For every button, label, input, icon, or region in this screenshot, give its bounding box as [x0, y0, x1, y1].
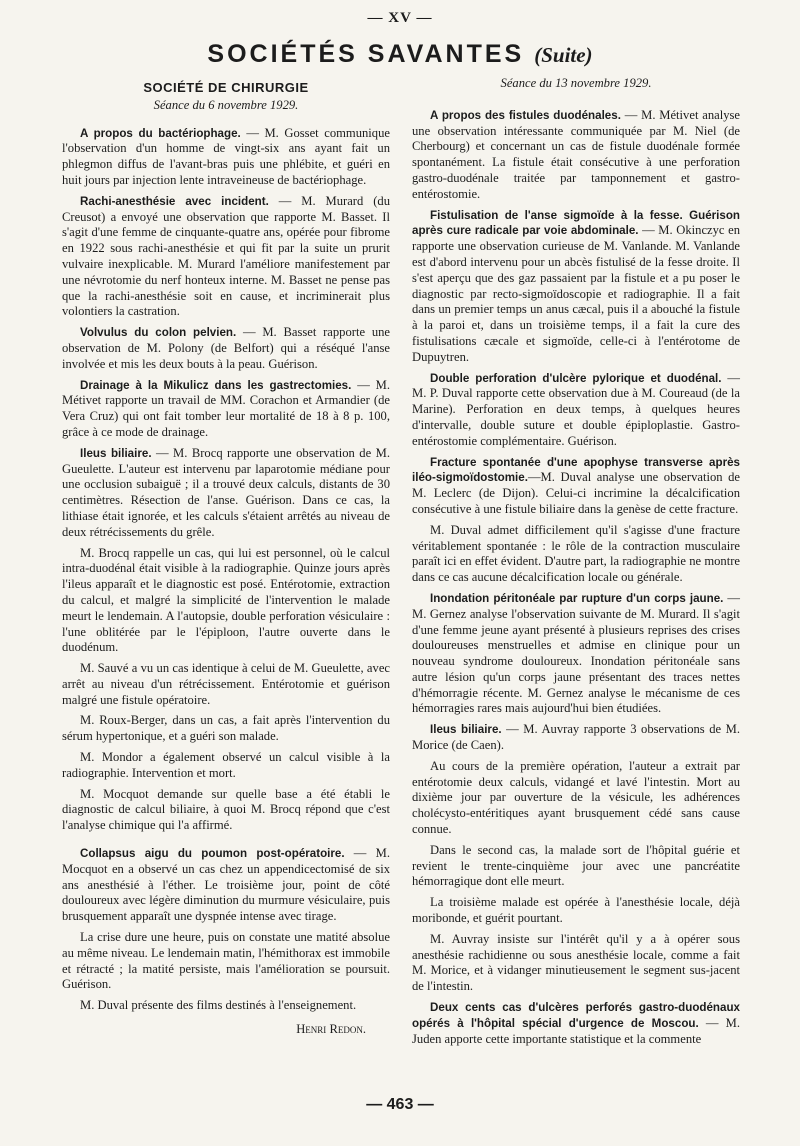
- article-heading: Fracture spontanée d'une apophyse transverse après iléo-sigmoïdostomie.: [412, 455, 740, 485]
- article-ulceres-perfores: [412, 1000, 740, 1047]
- article-heading: Ileus biliaire.: [80, 446, 152, 460]
- paragraph: La crise dure une heure, puis on constate une matité absolue au même niveau. Le lendemain matin, l'hémithorax est immobile et rétracté ; la matité persiste, mais l'amélioration se poursuit. Guérison.: [62, 930, 390, 992]
- section-title-suite: (Suite): [534, 43, 593, 67]
- page-number: — 463 —: [366, 1096, 434, 1113]
- paragraph: M. Roux-Berger, dans un cas, a fait après l'intervention du sérum hypertonique, et a guéri son malade.: [62, 713, 390, 744]
- session-date: Séance du 13 novembre 1929.: [500, 76, 652, 90]
- section-title: [0, 40, 800, 69]
- article-heading: Rachi-anesthésie avec incident.: [80, 194, 269, 208]
- paragraph: Au cours de la première opération, l'auteur a extrait par entérotomie deux calculs, vidangé et lavé l'intestin. Mort au dixième jour par ouverture de la vésicule, les adhérences cholécysto-entéritiques ayant brusquement cédé sans cause connue.: [412, 758, 740, 837]
- article-heading: Drainage à la Mikulicz dans les gastrectomies.: [80, 378, 352, 392]
- section-title-text: SOCIÉTÉS SAVANTES: [207, 40, 525, 68]
- article-text: — M. Brocq rapporte une observation de M. Gueulette. L'auteur est intervenu par laparotomie médiane pour une occlusion subaiguë ; il a trouvé deux calculs, distants de 30 centimètres. Résection de l'anse. Guérison. Dans ce cas, la lithiase était ignorée, et les calculs s'étaient arrêtés au niveau de deux rétrécissements du grêle.: [62, 445, 390, 539]
- article-fistules-duodenales: [412, 108, 740, 203]
- author-signature: Henri Redon.: [296, 1022, 366, 1037]
- article-text: — M. Juden apporte cette importante statistique et la commente: [412, 1015, 740, 1046]
- article-heading: Volvulus du colon pelvien.: [80, 326, 237, 340]
- paragraph: M. Mondor a également observé un calcul visible à la radiographie. Intervention et mort.: [62, 750, 390, 780]
- article-heading: Fistulisation de l'anse sigmoïde à la fesse. Guérison après cure radicale par voie abdominale.: [412, 208, 740, 238]
- article-text: — M. Métivet analyse une observation intéressante communiquée par M. Niel (de Cherbourg) et concernant un cas de fistule duodénale formée spontanément. La fistule était consécutive à une perforation gastro-duodénale traitée par tamponnement et gastro-entérostomie.: [412, 107, 741, 201]
- left-column: [62, 76, 390, 1043]
- article-text: — M. Basset rapporte une observation de M. Polony (de Belfort) qui a réséqué l'anse involvée et mis les deux bouts à la peau. Guérison.: [62, 325, 390, 371]
- article-text: — M. P. Duval rapporte cette observation due à M. Coureaud (de la Marine). Perforation en deux temps, à quelques heures d'intervalle, double suture et double épiploplastie. Gastro-entérostomie complémentaire. Guérison.: [412, 370, 740, 448]
- article-heading: Deux cents cas d'ulcères perforés gastro-duodénaux opérés à l'hôpital spécial d'urgence de Moscou.: [412, 1001, 740, 1030]
- article-heading: Ileus biliaire.: [430, 723, 502, 737]
- article-text: — M. Gosset communique l'observation d'un homme de vingt-six ans ayant fait un phlegmon diffus de l'avant-bras puis une phlébite, et guéri en huit jours par injection lente intraveineuse de bactériophage.: [62, 125, 390, 187]
- roman-folio: — XV —: [367, 10, 433, 26]
- article-ileus-biliaire: [62, 446, 390, 541]
- article-text: —M. Duval analyse une observation de M. Leclerc (de Dijon). Celui-ci incrimine la décalcification consécutive à une fistule biliaire dans la genèse de cette fracture.: [412, 470, 740, 516]
- article-ileus-biliaire-2: [412, 722, 740, 754]
- article-text: — M. Métivet rapporte un travail de MM. Corachon et Armandier (de Vera Cruz) qui ont fait tomber leur mortalité de 18 à 8 p. 100, grâce à ce mode de drainage.: [62, 377, 390, 439]
- paragraph: M. Sauvé a vu un cas identique à celui de M. Gueulette, avec arrêt au niveau d'un rétrécissement. Entérotomie et guérison malgré une fistule opératoire.: [62, 661, 390, 707]
- paragraph: La troisième malade est opérée à l'anesthésie locale, déjà moribonde, et guérit pourtant.: [412, 895, 740, 926]
- session-date: Séance du 6 novembre 1929.: [153, 97, 299, 112]
- article-bacteriophage: [62, 126, 390, 189]
- article-text: — M. Okinczyc en rapporte une observation curieuse de M. Vanlande. M. Vanlande est d'abord intervenu pour un abcès fistulisé de la fesse droite. Il s'est aperçu que des gaz passaient par la fistule et a pu poser le diagnostic par recto-sigmoïdoscopie et radiographie. Il a fait dans un premier temps un anus cæcal, puis il a abouché la fistule à la paroi et, dans un troisième temps, il a fait la cure des fistulisations cæcale et sigmoïde, celle-ci à l'entérotome de Dupuytren.: [412, 223, 740, 364]
- article-text: — M. Gernez analyse l'observation suivante de M. Murard. Il s'agit d'une femme jeune ayant présenté à plusieurs reprises des crises douloureuses menstruelles et admise en clinique pour un nouveau syndrome douloureux. Inondation péritonéale sans autre lésion qu'un corps jaune présentant des traces nettes d'hémorragie récente. M. Gernez analyse le mécanisme de ces hémorragies rares mais aujourd'hui bien étudiées.: [412, 590, 740, 716]
- article-collapsus: [62, 846, 390, 925]
- society-name: SOCIÉTÉ DE CHIRURGIE: [143, 80, 309, 95]
- right-column: [412, 76, 740, 1052]
- article-heading: Double perforation d'ulcère pylorique et duodénal.: [430, 371, 722, 385]
- paragraph: M. Mocquot demande sur quelle base a été établi le diagnostic de calcul biliaire, à quoi M. Brocq répond que c'est l'analyse chimique qui l'a affirmé.: [62, 786, 390, 833]
- article-fistulisation-sigmoide: [412, 208, 740, 366]
- paragraph: M. Duval présente des films destinés à l'enseignement.: [80, 998, 357, 1013]
- article-heading: Inondation péritonéale par rupture d'un corps jaune.: [430, 591, 724, 605]
- article-heading: A propos des fistules duodénales.: [430, 108, 621, 122]
- article-fracture-spontanee: [412, 455, 740, 518]
- article-inondation-peritoneale: [412, 591, 740, 717]
- paragraph: M. Auvray insiste sur l'intérêt qu'il y a à opérer sous anesthésie rachidienne ou sous anesthésie locale, comme a fait M. Morice, et à vidanger minutieusement le segment sus-jacent de l'intestin.: [412, 931, 740, 994]
- article-heading: A propos du bactériophage.: [80, 126, 241, 140]
- paragraph: M. Duval admet difficilement qu'il s'agisse d'une fracture véritablement spontanée : le rôle de la contraction musculaire paraît ici en effet évident. D'autre part, la radiographie ne montre dans ce cas aucune décalcification locale ou générale.: [412, 522, 740, 585]
- article-heading: Collapsus aigu du poumon post-opératoire.: [80, 847, 345, 861]
- article-text: — M. Auvray rapporte 3 observations de M. Morice (de Caen).: [412, 722, 740, 753]
- article-double-perforation: [412, 371, 740, 450]
- article-volvulus: [62, 325, 390, 372]
- paragraph: Dans le second cas, la malade sort de l'hôpital guérie et revient le trente-cinquième jour avec une pancréatite hémorragique dont elle meurt.: [412, 842, 740, 889]
- article-rachi-anesthesie: [62, 194, 390, 320]
- article-text: — M. Mocquot en a observé un cas chez un appendicectomisé de six ans anesthésié à l'éther. Le troisième jour, point de côté douloureux avec légère diminution du murmure vésiculaire, puis brusquement apparaît une dyspnée intense avec tirage.: [62, 846, 390, 924]
- article-text: — M. Murard (du Creusot) a envoyé une observation que rapporte M. Basset. Il s'agit d'une femme de cinquante-quatre ans, opérée pour fibrome en 1922 sous rachi-anesthésie et qui fit par la suite un prurit vulvaire inexplicable. M. Murard l'améliore manifestement par une névrotomie du nerf honteux interne. M. Basset ne pense pas que la rachi-anesthésie soit en cause, et incriminerait plus volontiers la castration.: [62, 193, 390, 319]
- paragraph: M. Brocq rappelle un cas, qui lui est personnel, où le calcul intra-duodénal était visible à la radiographie. Quinze jours après l'ileus apparaît et le diagnostic est posé. Entérotomie, extraction du calcul, et malgré la simplicité de l'intervention le malade meurt le lendemain. A l'autopsie, double perforation vésiculaire : l'une oblitérée par le l'épiploon, l'autre ouverte dans le duodénum.: [62, 545, 390, 655]
- article-drainage: [62, 378, 390, 441]
